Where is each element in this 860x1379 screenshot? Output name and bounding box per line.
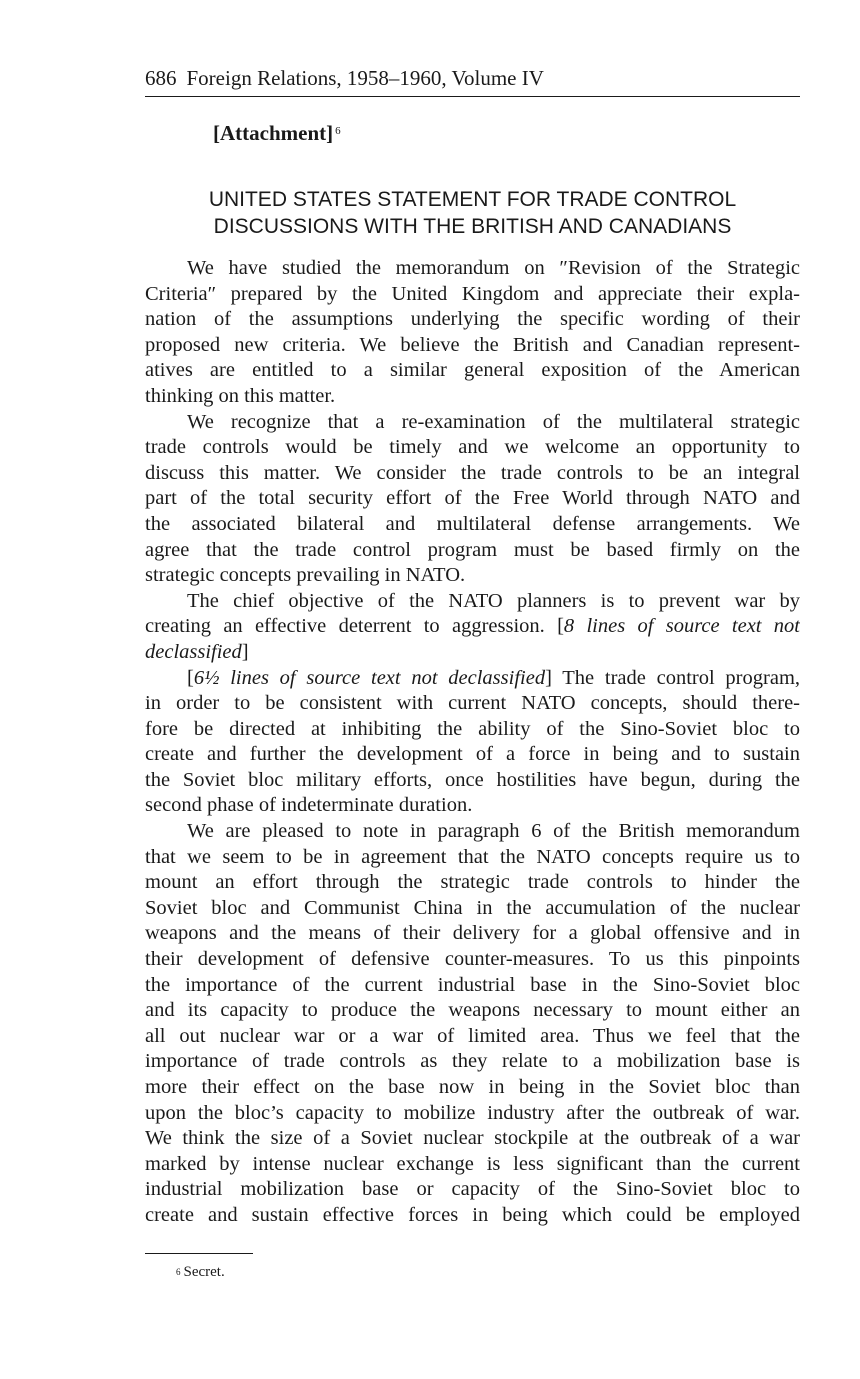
text-line: that we seem to be in agreement that the NATO concepts require us to [145, 845, 800, 868]
text-line: discuss this matter. We consider the trade controls to be an integral [145, 461, 800, 484]
paragraph-2 [145, 410, 800, 589]
text-line: We think the size of a Soviet nuclear stockpile at the outbreak of a war [145, 1127, 800, 1150]
text-segment: ] The trade control program, [545, 666, 800, 689]
attachment-heading-text: [Attachment] [213, 121, 334, 145]
running-head [145, 64, 800, 97]
editorial-note: 6½ lines of source text not declassified [193, 666, 546, 689]
text-line: Criteria″ prepared by the United Kingdom and appreciate their expla- [145, 282, 800, 305]
text-line: the Soviet bloc military efforts, once hostilities have begun, during the [145, 768, 800, 791]
text-line: all out nuclear war or a war of limited area. Thus we feel that the [145, 1024, 800, 1047]
text-line: We are pleased to note in paragraph 6 of the British memorandum [187, 820, 800, 843]
text-line: strategic concepts prevailing in NATO. [145, 564, 466, 587]
volume-title: Foreign Relations, 1958–1960, Volume IV [186, 66, 544, 90]
editorial-note: declassified [145, 640, 242, 663]
text-line: create and sustain effective forces in being which could be employed [145, 1203, 800, 1226]
text-line: marked by intense nuclear exchange is less significant than the current [145, 1152, 800, 1175]
paragraph-3 [145, 589, 800, 666]
text-line: and its capacity to produce the weapons necessary to mount either an [145, 999, 800, 1022]
document-title-line: DISCUSSIONS WITH THE BRITISH AND CANADIANS [213, 215, 732, 238]
document-title-line: UNITED STATES STATEMENT FOR TRADE CONTROL [208, 188, 737, 211]
text-line: We recognize that a re-examination of the multilateral strategic [187, 410, 800, 433]
editorial-note: 8 lines of source text not [563, 615, 800, 638]
text-line: nation of the assumptions underlying the specific wording of their [145, 308, 800, 331]
text-line: the associated bilateral and multilateral defense arrangements. We [145, 512, 800, 535]
text-line: mount an effort through the strategic trade controls to hinder the [145, 871, 800, 894]
text-line: The chief objective of the NATO planners is to prevent war by [187, 589, 800, 612]
text-line: agree that the trade control program must be based firmly on the [145, 538, 800, 561]
body-text [145, 256, 800, 1229]
text-line: upon the bloc’s capacity to mobilize industry after the outbreak of war. [145, 1101, 800, 1124]
footnote-mark: 6 [176, 1267, 181, 1277]
paragraph-4 [145, 666, 800, 820]
footnote-divider [145, 1253, 253, 1254]
text-line: trade controls would be timely and we welcome an opportunity to [145, 436, 800, 459]
paragraph-1 [145, 256, 800, 410]
footnote [176, 1262, 225, 1282]
footnote-text: Secret. [183, 1264, 225, 1280]
text-line: Soviet bloc and Communist China in the accumulation of the nuclear [145, 896, 800, 919]
text-line: part of the total security effort of the Free World through NATO and [145, 487, 800, 510]
text-segment: ] [241, 640, 249, 663]
text-line: proposed new criteria. We believe the British and Canadian represent- [145, 333, 800, 356]
page-number: 686 [145, 66, 177, 90]
text-line: thinking on this matter. [145, 384, 336, 407]
text-line: We have studied the memorandum on ″Revision of the Strategic [187, 257, 800, 279]
text-line: weapons and the means of their delivery for a global offensive and in [145, 922, 800, 945]
text-line: create and further the development of a force in being and to sustain [145, 743, 800, 766]
text-line: the importance of the current industrial base in the Sino-Soviet bloc [145, 973, 800, 996]
text-line [145, 640, 800, 666]
paragraph-5 [145, 819, 800, 1229]
text-line: more their effect on the base now in being in the Soviet bloc than [145, 1076, 800, 1098]
text-line: in order to be consistent with current NATO concepts, should there- [145, 692, 800, 715]
attachment-heading [213, 118, 341, 148]
text-segment: creating an effective deterrent to aggression. [ [145, 615, 564, 638]
text-line: their development of defensive counter-measures. To us this pinpoints [145, 948, 800, 971]
document-title [145, 186, 800, 240]
text-segment: [ [187, 666, 194, 689]
text-line: fore be directed at inhibiting the ability of the Sino-Soviet bloc to [145, 717, 800, 740]
text-line [145, 614, 800, 640]
text-line: importance of trade controls as they relate to a mobilization base is [145, 1050, 800, 1073]
text-line: industrial mobilization base or capacity of the Sino-Soviet bloc to [145, 1178, 800, 1201]
footnote-reference: 6 [335, 125, 341, 137]
text-line: atives are entitled to a similar general exposition of the American [145, 359, 800, 382]
text-line [145, 666, 800, 692]
text-line: second phase of indeterminate duration. [145, 794, 473, 817]
